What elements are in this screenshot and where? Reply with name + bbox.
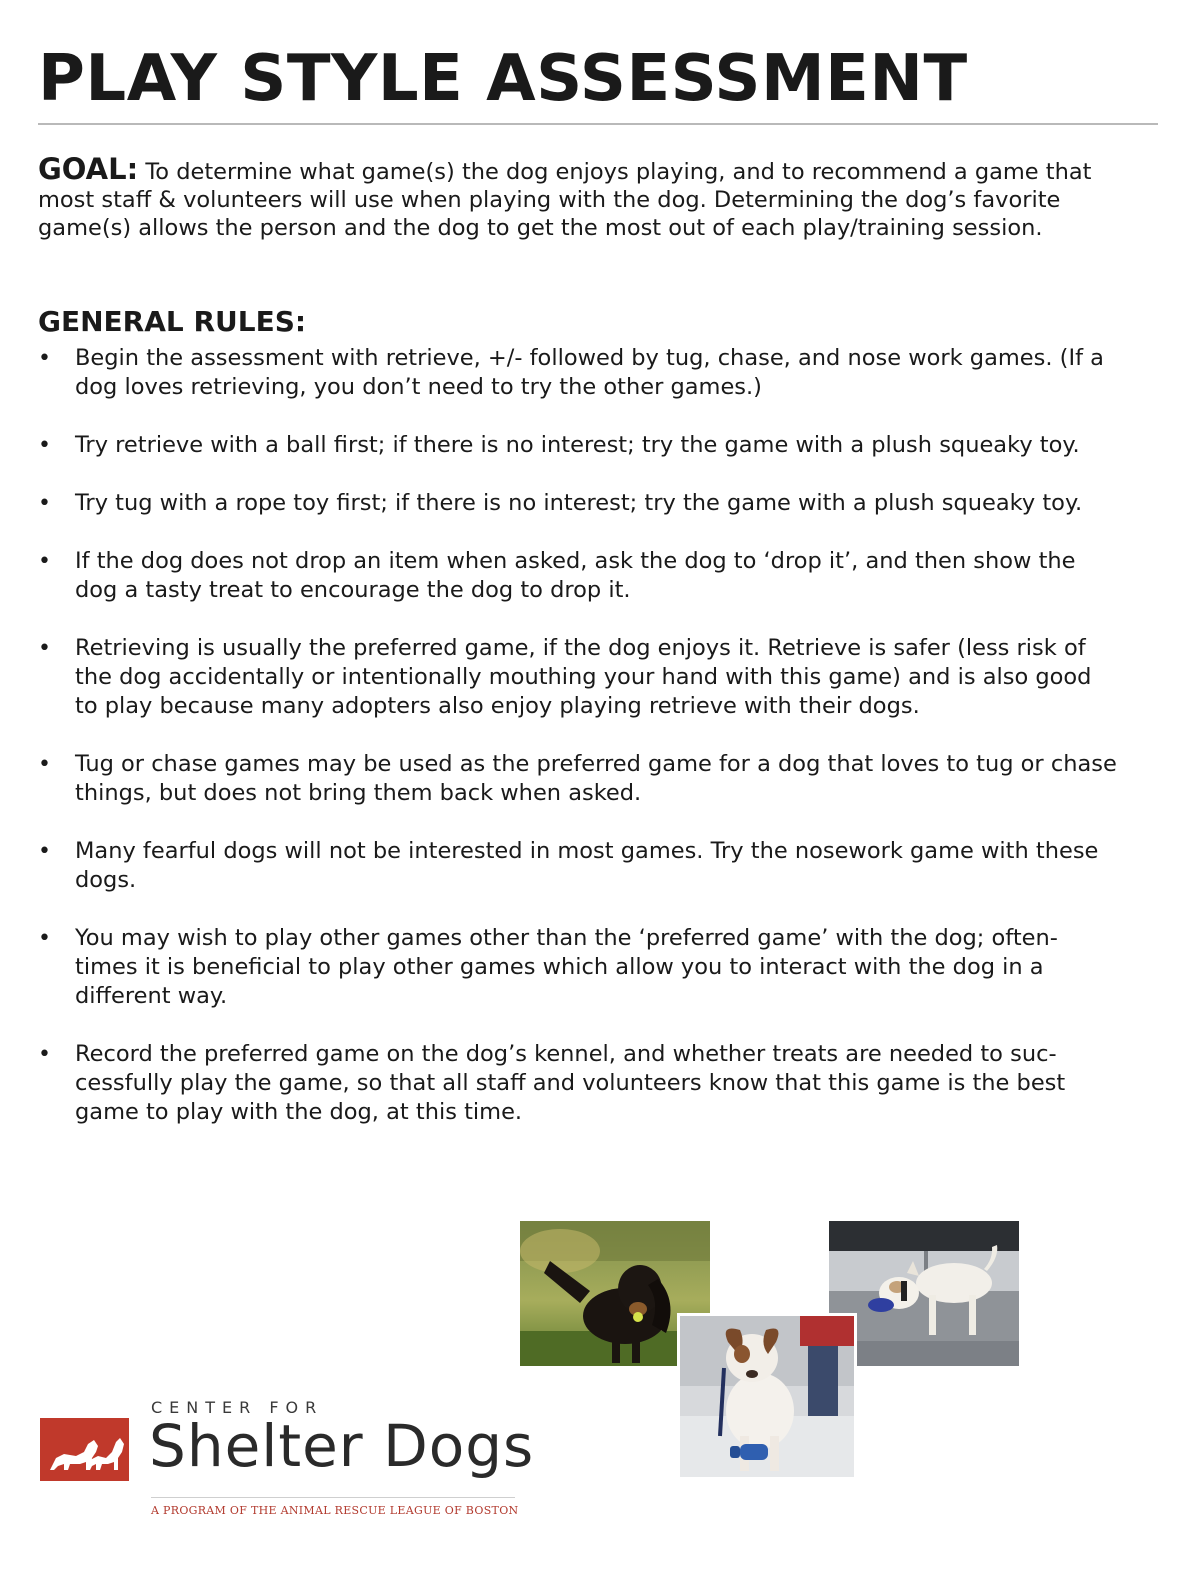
logo-divider (151, 1497, 515, 1498)
terrier-photo-icon (829, 1221, 1019, 1366)
bullet-icon: • (38, 926, 51, 951)
general-rules-list (38, 344, 1118, 1156)
rule-text: Begin the assessment with retrieve, +/- followed by tug, chase, and nose work games. (If a dog loves retrieving, you don’t need to try the other games.) (75, 345, 1104, 400)
photo-terrier-with-toy (829, 1221, 1019, 1366)
rule-text: Record the preferred game on the dog’s kennel, and whether treats are needed to suc-cessfully play the game, so that all staff and volunteers know that this game is the best game to play with the dog, at this time. (75, 1041, 1066, 1125)
logo-center-for: CENTER FOR (151, 1398, 324, 1417)
bullet-icon: • (38, 839, 51, 864)
logo-shelter-dogs: Shelter Dogs (149, 1412, 535, 1480)
goal-text: To determine what game(s) the dog enjoys playing, and to recommend a game that most staff & volunteers will use when playing with the dog. Determining the dog’s favorite game(s) allows the person and the dog to get the most out of each play/training session. (38, 159, 1092, 241)
bullet-icon: • (38, 752, 51, 777)
logo-tagline: A PROGRAM OF THE ANIMAL RESCUE LEAGUE OF BOSTON (151, 1504, 519, 1517)
rule-item (38, 634, 1118, 721)
page-title: PLAY STYLE ASSESSMENT (38, 42, 968, 116)
rule-text: If the dog does not drop an item when asked, ask the dog to ‘drop it’, and then show the dog a tasty treat to encourage the dog to drop it. (75, 548, 1076, 603)
bullet-icon: • (38, 1042, 51, 1067)
bullet-icon: • (38, 636, 51, 661)
rule-text: Many fearful dogs will not be interested in most games. Try the nosework game with these dogs. (75, 838, 1099, 893)
bullet-icon: • (38, 433, 51, 458)
rule-item (38, 924, 1118, 1011)
rule-text: Try tug with a rope toy first; if there is no interest; try the game with a plush squeaky toy. (75, 490, 1083, 516)
rule-item (38, 489, 1118, 518)
shelter-dogs-logo-icon (40, 1418, 129, 1481)
bullet-icon: • (38, 491, 51, 516)
bullet-icon: • (38, 346, 51, 371)
photo-dog-with-blue-toy (677, 1313, 857, 1480)
goal-paragraph (38, 152, 1108, 242)
rule-item (38, 1040, 1118, 1127)
goal-label: GOAL: (38, 152, 139, 186)
rule-item (38, 547, 1118, 605)
rule-item (38, 431, 1118, 460)
rule-text: Retrieving is usually the preferred game, if the dog enjoys it. Retrieve is safer (less risk of the dog accidentally or intentionally mouthing your hand with this game) and is also good to play because many adopters also enjoy playing retrieve with their dogs. (75, 635, 1092, 719)
rule-text: Try retrieve with a ball first; if there is no interest; try the game with a plush squeaky toy. (75, 432, 1080, 458)
dog-toy-photo-icon (680, 1316, 854, 1477)
general-rules-heading: GENERAL RULES: (38, 305, 307, 338)
rule-text: Tug or chase games may be used as the preferred game for a dog that loves to tug or chase things, but does not bring them back when asked. (75, 751, 1117, 806)
rule-text: You may wish to play other games other than the ‘preferred game’ with the dog; often-times it is beneficial to play other games which allow you to interact with the dog in a different way. (75, 925, 1058, 1009)
title-divider (38, 123, 1158, 125)
bullet-icon: • (38, 549, 51, 574)
rule-item (38, 750, 1118, 808)
rule-item (38, 344, 1118, 402)
rule-item (38, 837, 1118, 895)
